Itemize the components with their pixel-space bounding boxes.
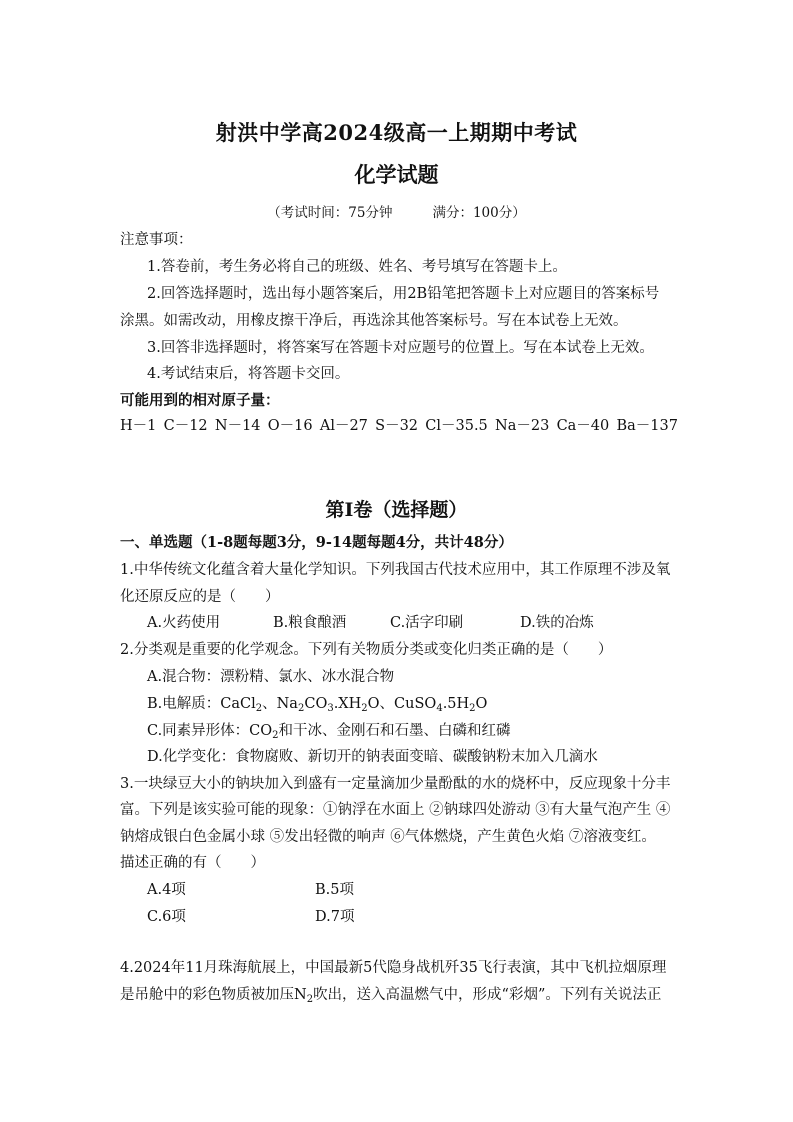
q1-option-b: B.粮食酿酒 [273,615,347,631]
q2-option-b: B.电解质：CaCl$_2$、$Na_2CO_3.XH_2O$、$CuSO_4.5H_2O$ [147,696,488,714]
notice-item-2-cont: 涂黑。如需改动，用橡皮擦干净后，再选涂其他答案标号。写在本试卷上无效。 [120,313,628,329]
atomic-mass-item: S－32 [375,418,419,434]
q2-option-a: A.混合物：漂粉精、氯水、冰水混合物 [147,669,395,685]
q2-stem: 2.分类观是重要的化学观念。下列有关物质分类或变化归类正确的是（ ） [120,642,613,658]
notice-item-2: 2.回答选择题时，选出每小题答案后，用2B铅笔把答题卡上对应题目的答案标号 [147,286,660,302]
q3-options-row-1 [147,880,707,900]
q3-option-b: B.5项 [315,882,354,898]
section-title: 第I卷（选择题） [325,499,468,521]
q1-option-a: A.火药使用 [147,615,221,631]
atomic-mass-item: Ca－40 [556,418,610,434]
notice-item-1: 1.答卷前，考生务必将自己的班级、姓名、考号填写在答题卡上。 [147,259,567,275]
atomic-mass-item: C－12 [163,418,208,434]
exam-meta [0,203,793,223]
q3-stem-cont: 描述正确的有（ ） [120,855,265,871]
part-heading: 一、单选题（1-8题每题3分，9-14题每题4分，共计48分） [120,534,513,551]
atomic-mass-item: H－1 [120,418,157,434]
q2-option-d: D.化学变化：食物腐败、新切开的钠表面变暗、碳酸钠粉末加入几滴水 [147,749,598,765]
notice-heading: 注意事项： [120,232,193,248]
atomic-mass-item: Al－27 [319,418,368,434]
q3-option-a: A.4项 [147,882,186,898]
atomic-mass-list [120,416,678,436]
atomic-mass-item: Ba－137 [616,418,678,434]
notice-item-3: 3.回答非选择题时，将答案写在答题卡对应题号的位置上。写在本试卷上无效。 [147,340,654,356]
q3-option-d: D.7项 [315,909,355,925]
exam-time: （考试时间：75分钟 [267,205,393,221]
exam-title: 射洪中学高2024级高一上期期中考试 [215,120,578,145]
q1-stem: 1.中华传统文化蕴含着大量化学知识。下列我国古代技术应用中，其工作原理不涉及氧 [120,562,671,578]
q3-stem: 3.一块绿豆大小的钠块加入到盛有一定量滴加少量酚酞的水的烧杯中，反应现象十分丰 [120,776,671,792]
q1-stem-cont: 化还原反应的是（ ） [120,589,280,605]
q4-stem-cont: 是吊舱中的彩色物质被加压$N_2$吹出，送入高温燃气中，形成“彩烟”。下列有关说法正 [120,987,662,1005]
q3-options-row-2 [147,907,707,927]
q3-stem-cont: 钠熔成银白色金属小球 ⑤发出轻微的响声 ⑥气体燃烧，产生黄色火焰 ⑦溶液变红。 [120,829,656,845]
atomic-mass-item: O－16 [267,418,313,434]
atomic-mass-item: N－14 [214,418,261,434]
exam-subtitle: 化学试题 [354,162,439,187]
q1-option-c: C.活字印刷 [390,615,464,631]
q1-options [147,613,707,633]
notice-item-4: 4.考试结束后，将答题卡交回。 [147,366,350,382]
q2-option-c: C.同素异形体：$CO_2$和干冰、金刚石和石墨、白磷和红磷 [147,723,511,741]
q3-option-c: C.6项 [147,909,186,925]
atomic-mass-item: Na－23 [495,418,550,434]
atomic-mass-heading: 可能用到的相对原子量： [120,392,280,409]
full-score: 满分：100分） [432,205,526,221]
q1-option-d: D.铁的冶炼 [520,615,594,631]
q3-stem-cont: 富。下列是该实验可能的现象：①钠浮在水面上 ②钠球四处游动 ③有大量气泡产生 ④ [120,802,671,818]
atomic-mass-item: Cl－35.5 [425,418,488,434]
q4-stem: 4.2024年11月珠海航展上，中国最新5代隐身战机歼35飞行表演，其中飞机拉烟原理 [120,960,667,976]
